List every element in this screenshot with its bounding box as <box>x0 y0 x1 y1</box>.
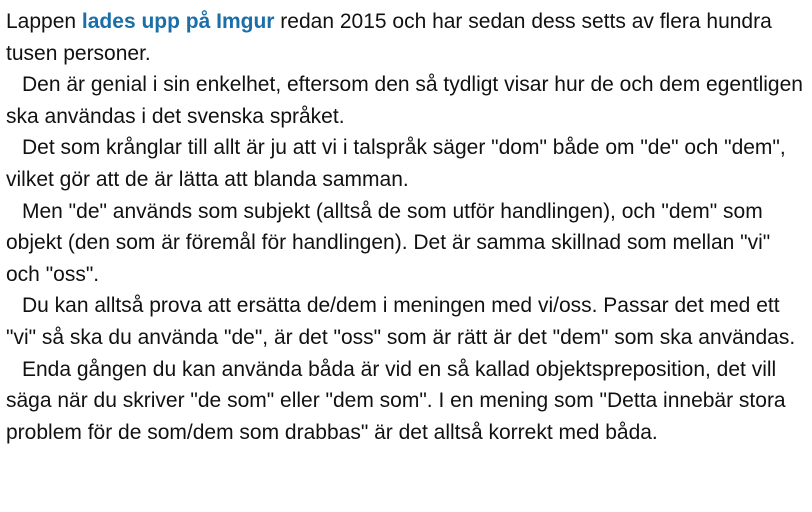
imgur-link[interactable]: lades upp på Imgur <box>81 10 275 33</box>
paragraph-2: Den är genial i sin enkelhet, eftersom den så tydligt visar hur de och dem egentligen ska användas i det svenska språket. <box>6 73 803 128</box>
paragraph-6: Enda gången du kan använda båda är vid en så kallad objektspreposition, det vill säga när du skriver "de som" eller "dem som". I en mening som "Detta innebär stora problem för de som/dem som drabbas" är det alltså korrekt med båda. <box>6 357 786 444</box>
paragraph-3: Det som krånglar till allt är ju att vi i talspråk säger "dom" både om "de" och "dem", vilket gör att de är lätta att blanda samman. <box>6 136 786 191</box>
paragraph-4: Men "de" används som subjekt (alltså de som utför handlingen), och "dem" som objekt (den som är föremål för handlingen). Det är samma skillnad som mellan "vi" och "oss". <box>6 199 771 286</box>
paragraph-1-text-before: Lappen <box>6 10 82 33</box>
paragraph-1 <box>6 6 808 69</box>
paragraph-1-text-after: redan 2015 och har sedan dess setts av flera hundra tusen personer. <box>6 10 772 65</box>
paragraph-5: Du kan alltså prova att ersätta de/dem i meningen med vi/oss. Passar det med ett "vi" så ska du använda "de", är det "oss" som är rätt är det "dem" som ska användas. <box>6 294 796 349</box>
